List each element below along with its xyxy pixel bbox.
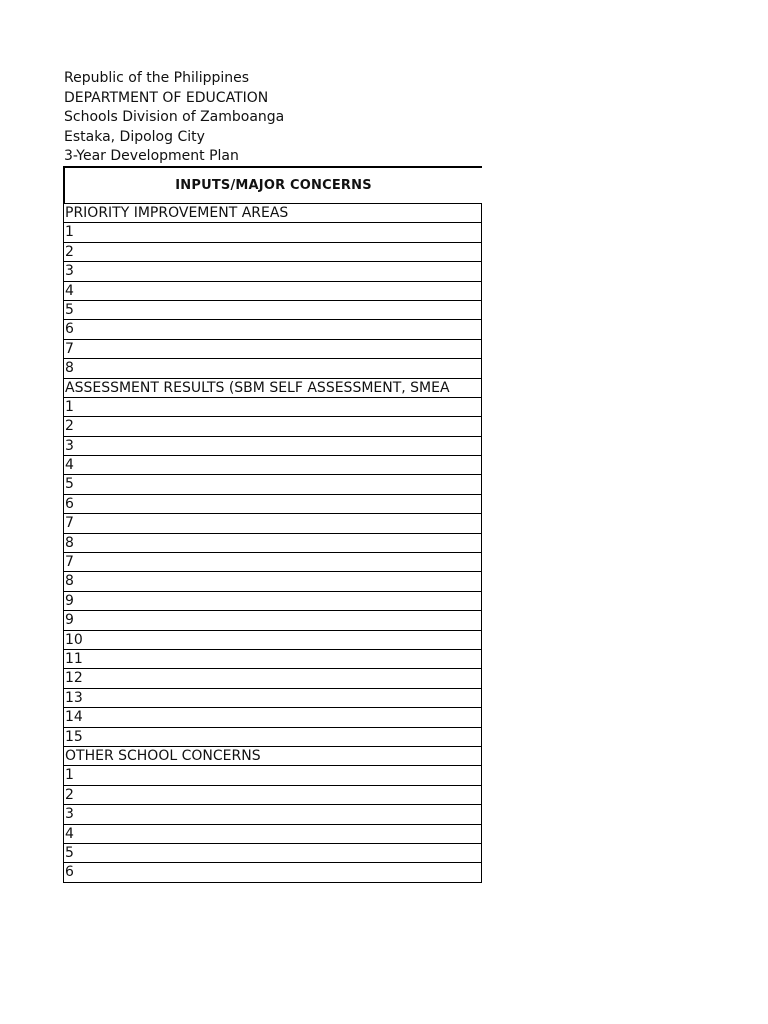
table-row[interactable]: 11 bbox=[63, 650, 482, 669]
header-line-plan-title: 3-Year Development Plan bbox=[64, 148, 239, 165]
table-row[interactable]: 8 bbox=[63, 359, 482, 378]
table-body bbox=[63, 204, 482, 883]
table-row[interactable]: 3 bbox=[63, 262, 482, 281]
table-row[interactable]: 7 bbox=[63, 340, 482, 359]
table-row[interactable]: 9 bbox=[63, 611, 482, 630]
table-section-row[interactable]: ASSESSMENT RESULTS (SBM SELF ASSESSMENT, SMEA bbox=[63, 379, 482, 398]
table-row[interactable]: 3 bbox=[63, 805, 482, 824]
table-row[interactable]: 7 bbox=[63, 553, 482, 572]
table-row[interactable]: 6 bbox=[63, 863, 482, 882]
table-row[interactable]: 5 bbox=[63, 844, 482, 863]
table-row[interactable]: 3 bbox=[63, 437, 482, 456]
table-row[interactable]: 4 bbox=[63, 282, 482, 301]
table-row[interactable]: 1 bbox=[63, 223, 482, 242]
header-line-address: Estaka, Dipolog City bbox=[64, 128, 205, 145]
table-row[interactable]: 12 bbox=[63, 669, 482, 688]
table-row[interactable]: 8 bbox=[63, 572, 482, 591]
table-row[interactable]: 8 bbox=[63, 534, 482, 553]
table-row[interactable]: 6 bbox=[63, 320, 482, 339]
table-row[interactable]: 5 bbox=[63, 301, 482, 320]
table-title-cell[interactable]: INPUTS/MAJOR CONCERNS bbox=[63, 166, 482, 204]
table-row[interactable]: 9 bbox=[63, 592, 482, 611]
table-row[interactable]: 4 bbox=[63, 456, 482, 475]
header-line-department: DEPARTMENT OF EDUCATION bbox=[64, 89, 269, 106]
table-row[interactable]: 2 bbox=[63, 417, 482, 436]
header-line-republic: Republic of the Philippines bbox=[64, 70, 250, 86]
table-row[interactable]: 7 bbox=[63, 514, 482, 533]
table-row[interactable]: 13 bbox=[63, 689, 482, 708]
table-row[interactable]: 14 bbox=[63, 708, 482, 727]
table-row[interactable]: 4 bbox=[63, 825, 482, 844]
table-row[interactable]: 5 bbox=[63, 475, 482, 494]
table-section-row[interactable]: PRIORITY IMPROVEMENT AREAS bbox=[63, 204, 482, 223]
table-row[interactable]: 2 bbox=[63, 786, 482, 805]
table-row[interactable]: 1 bbox=[63, 766, 482, 785]
table-row[interactable]: 6 bbox=[63, 495, 482, 514]
table-section-row[interactable]: OTHER SCHOOL CONCERNS bbox=[63, 747, 482, 766]
header-line-division: Schools Division of Zamboanga bbox=[64, 109, 285, 126]
table-row[interactable]: 10 bbox=[63, 631, 482, 650]
table-row[interactable]: 15 bbox=[63, 728, 482, 747]
table-row[interactable]: 1 bbox=[63, 398, 482, 417]
concerns-table bbox=[63, 166, 482, 883]
table-row[interactable]: 2 bbox=[63, 243, 482, 262]
document-header bbox=[64, 69, 284, 167]
